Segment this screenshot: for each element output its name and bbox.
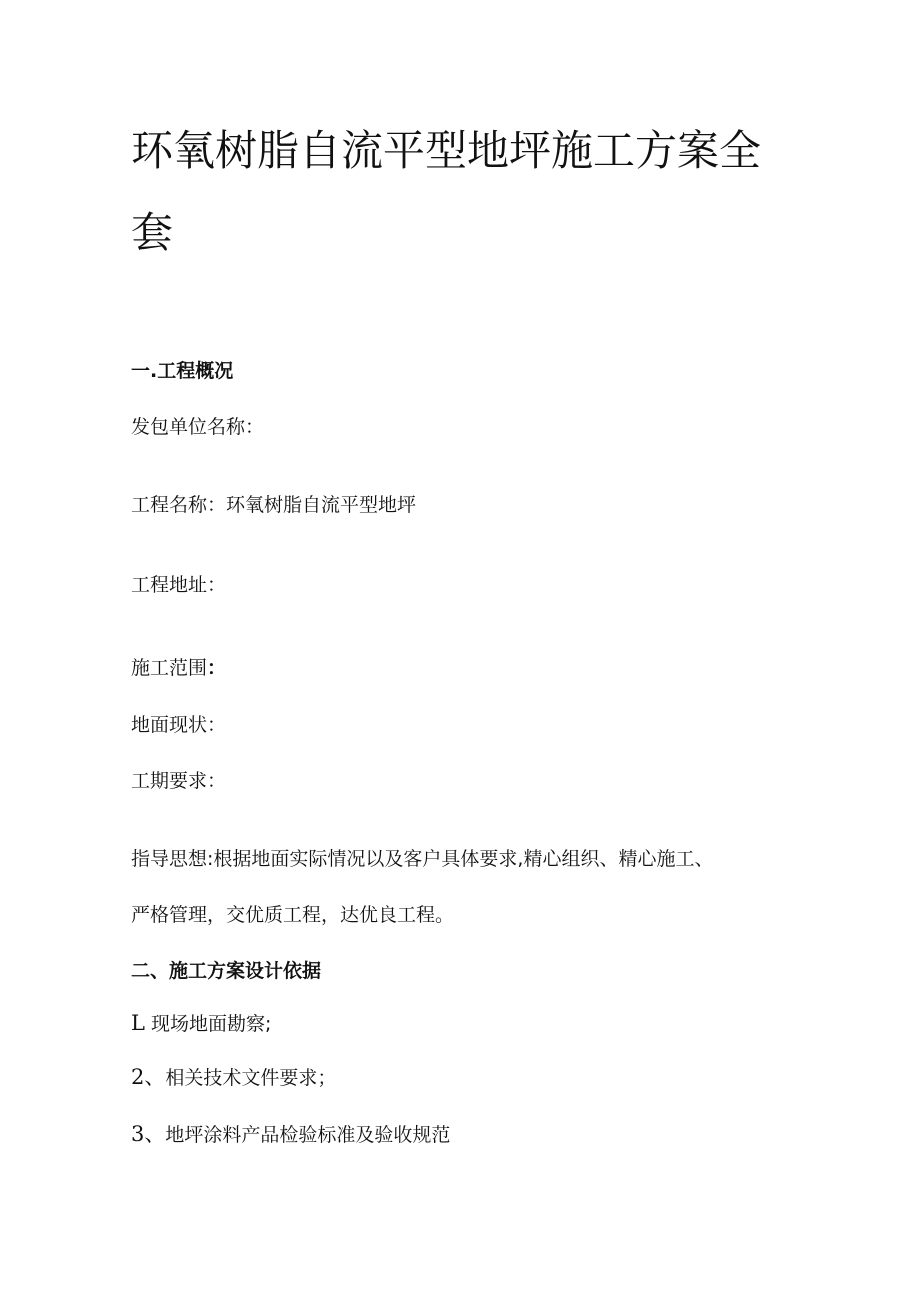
field-employer-name [131, 418, 264, 437]
field-schedule-requirement [131, 772, 226, 791]
field-project-address [131, 576, 226, 595]
field-label: 工程名称： [131, 494, 227, 516]
list-item [131, 1067, 336, 1088]
list-item [131, 1124, 450, 1145]
list-item-text: 现场地面勘察; [151, 1013, 272, 1035]
field-label: 工程地址： [131, 574, 227, 596]
field-label: 施工范围 [131, 657, 208, 679]
field-value: 环氧树脂自流平型地坪 [226, 494, 417, 516]
list-item-number: 3、 [131, 1122, 166, 1146]
field-project-name [131, 496, 416, 515]
field-label: 工期要求： [131, 770, 227, 792]
list-item-number: L [131, 1011, 145, 1035]
list-item-text: 相关技术文件要求； [165, 1067, 337, 1089]
guideline-paragraph-line-1: 指导思想:根据地面实际情况以及客户具体要求,精心组织、精心施工、 [131, 848, 714, 870]
field-label: 发包单位名称： [131, 416, 265, 438]
field-construction-scope [131, 659, 226, 678]
document-title-line-2: 套 [131, 208, 174, 257]
section-heading-project-overview: 一.工程概况 [131, 360, 234, 382]
list-item-number: 2、 [131, 1065, 166, 1089]
guideline-paragraph-line-2: 严格管理，交优质工程，达优良工程。 [131, 904, 455, 926]
section-heading-design-basis: 二、施工方案设计依据 [131, 960, 322, 982]
document-title-line-1: 环氧树脂自流平型地坪施工方案全 [131, 126, 762, 175]
field-label: 地面现状： [131, 714, 227, 736]
list-item-text: 地坪涂料产品检验标准及验收规范 [165, 1124, 451, 1146]
field-ground-condition [131, 716, 226, 735]
list-item [131, 1013, 271, 1034]
field-colon: ： [207, 657, 227, 679]
